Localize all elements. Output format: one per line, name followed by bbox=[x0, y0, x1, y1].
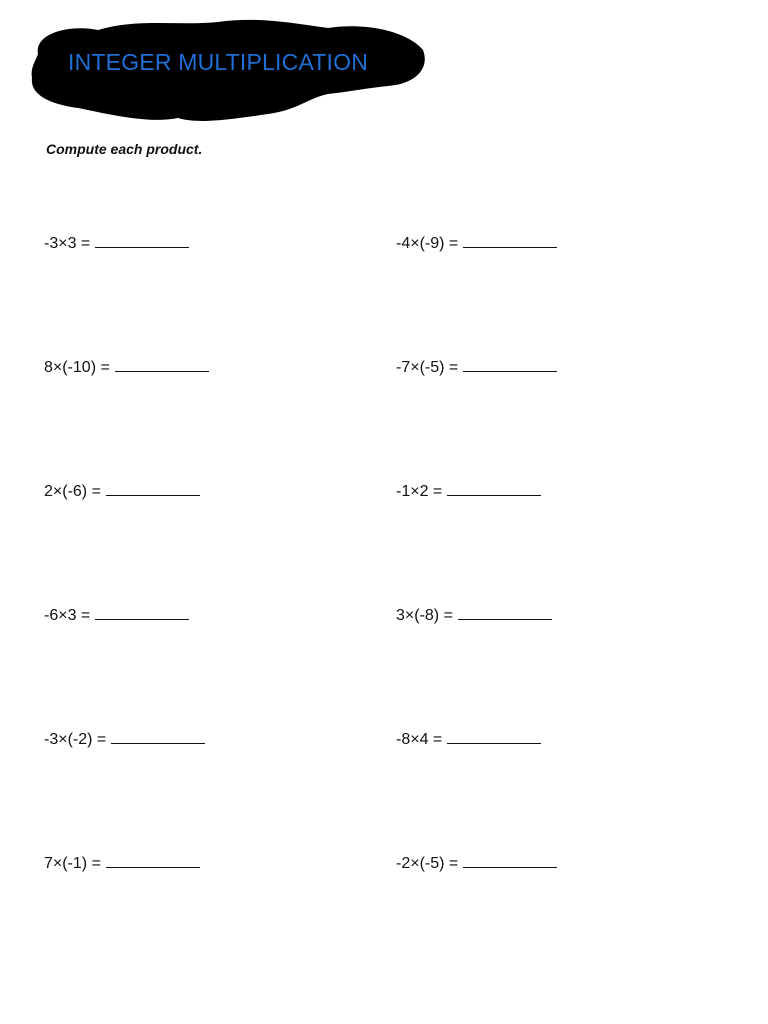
answer-blank[interactable] bbox=[463, 853, 557, 868]
problem-expression: -8×4 = bbox=[396, 731, 443, 748]
answer-blank[interactable] bbox=[463, 233, 557, 248]
problem-expression: 2×(-6) = bbox=[44, 483, 101, 500]
problem-item bbox=[44, 729, 205, 749]
problem-expression: -2×(-5) = bbox=[396, 855, 459, 872]
problem-item bbox=[44, 481, 200, 501]
answer-blank[interactable] bbox=[458, 605, 552, 620]
worksheet-title: INTEGER MULTIPLICATION bbox=[68, 49, 369, 75]
answer-blank[interactable] bbox=[95, 233, 189, 248]
problem-expression: -4×(-9) = bbox=[396, 235, 459, 252]
problem-expression: -3×(-2) = bbox=[44, 731, 107, 748]
problem-expression: -3×3 = bbox=[44, 235, 91, 252]
answer-blank[interactable] bbox=[95, 605, 189, 620]
problem-expression: 8×(-10) = bbox=[44, 359, 110, 376]
problem-expression: 3×(-8) = bbox=[396, 607, 453, 624]
problem-item bbox=[396, 233, 557, 253]
problem-expression: -7×(-5) = bbox=[396, 359, 459, 376]
answer-blank[interactable] bbox=[115, 357, 209, 372]
problem-item bbox=[396, 605, 552, 625]
answer-blank[interactable] bbox=[447, 481, 541, 496]
problem-item bbox=[396, 853, 557, 873]
answer-blank[interactable] bbox=[447, 729, 541, 744]
instructions-text: Compute each product. bbox=[46, 141, 203, 157]
answer-blank[interactable] bbox=[106, 853, 200, 868]
problem-item bbox=[44, 233, 189, 253]
answer-blank[interactable] bbox=[463, 357, 557, 372]
problem-item bbox=[44, 357, 209, 377]
problem-item bbox=[396, 357, 557, 377]
problem-item bbox=[44, 853, 200, 873]
problem-item bbox=[44, 605, 189, 625]
problem-expression: -6×3 = bbox=[44, 607, 91, 624]
answer-blank[interactable] bbox=[111, 729, 205, 744]
problem-expression: 7×(-1) = bbox=[44, 855, 101, 872]
problem-item bbox=[396, 481, 541, 501]
answer-blank[interactable] bbox=[106, 481, 200, 496]
problem-item bbox=[396, 729, 541, 749]
problem-expression: -1×2 = bbox=[396, 483, 443, 500]
